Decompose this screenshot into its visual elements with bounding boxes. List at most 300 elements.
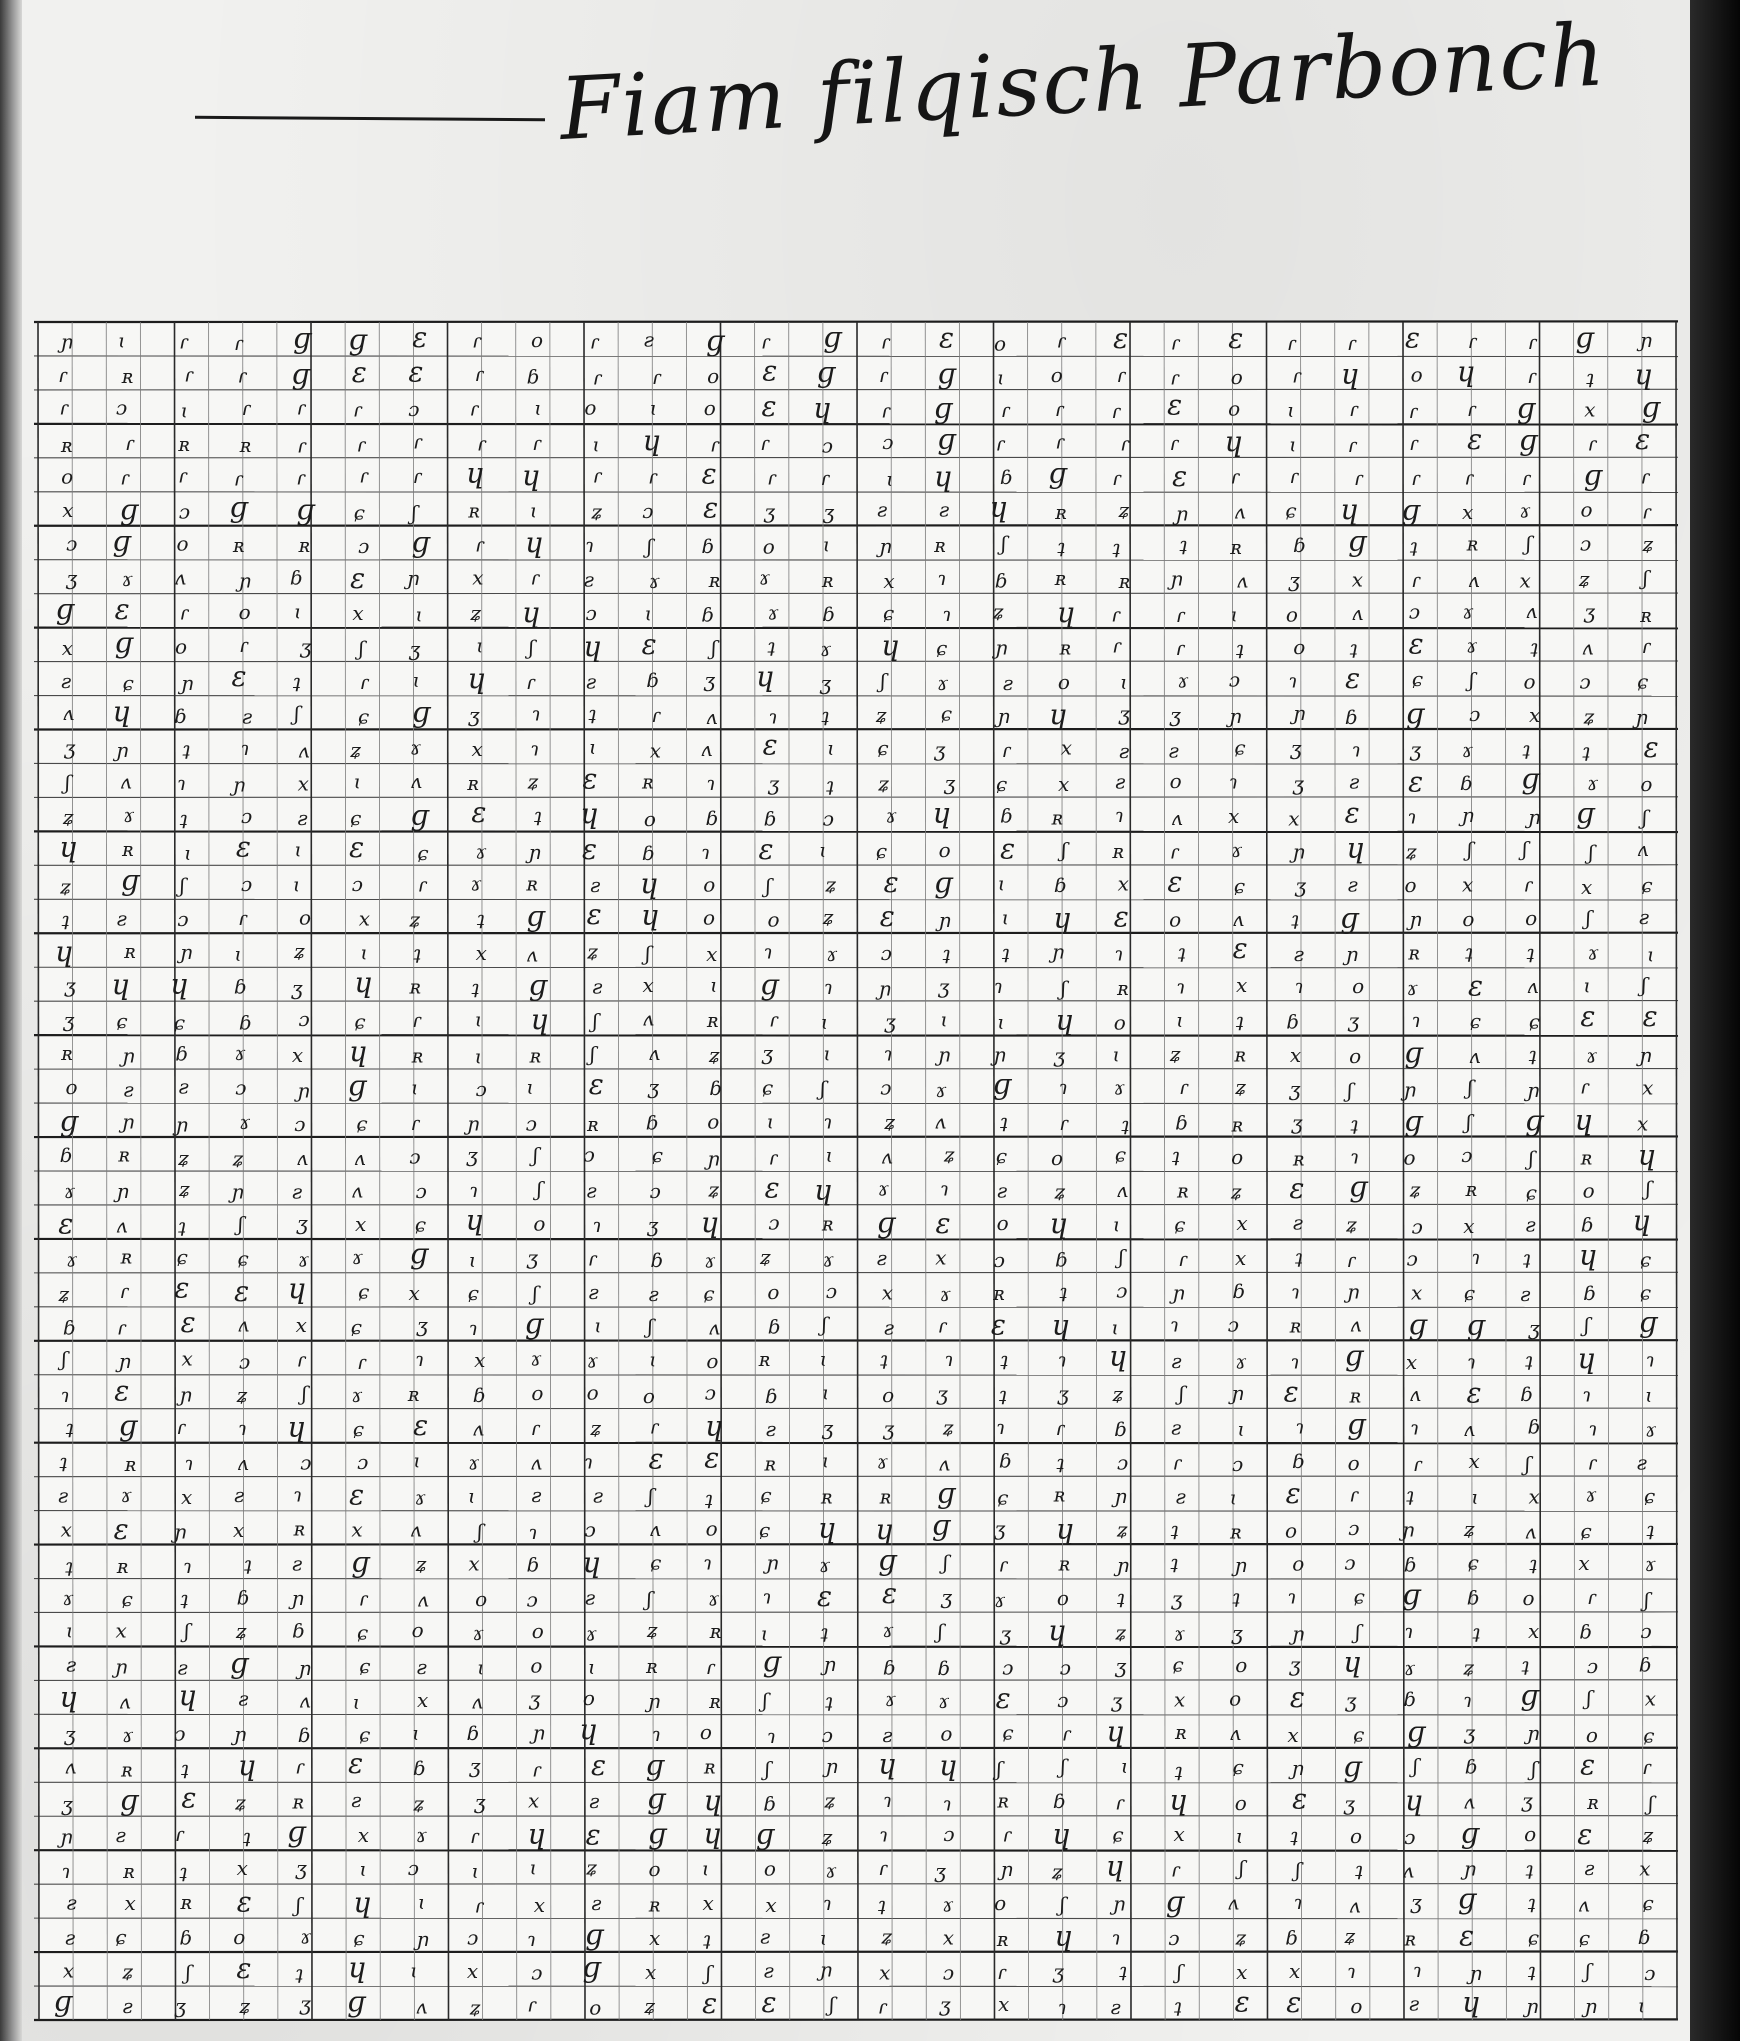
- cipher-glyph: ƨ: [61, 669, 72, 693]
- cipher-glyph: ɿ: [768, 704, 778, 729]
- cipher-glyph: ʃ: [589, 1041, 596, 1066]
- cipher-glyph: ɲ: [1292, 839, 1306, 864]
- cipher-glyph: ɿ: [531, 701, 541, 726]
- cipher-glyph: ʃ: [646, 1587, 652, 1612]
- cipher-glyph: x: [1468, 1448, 1480, 1473]
- cipher-glyph: ɓ: [650, 1248, 664, 1272]
- cipher-glyph: ɕ: [1352, 1722, 1365, 1747]
- grid-row-rule: [34, 1204, 1678, 1205]
- cipher-glyph: ɥ: [1341, 357, 1360, 391]
- cipher-glyph: ɾ: [1411, 466, 1421, 491]
- cipher-glyph: ɕ: [357, 1279, 370, 1304]
- cipher-glyph: ʌ: [472, 1416, 484, 1441]
- cipher-glyph: ɾ: [1527, 330, 1537, 355]
- cipher-glyph: ʇ: [1529, 634, 1539, 659]
- cipher-glyph: ʑ: [646, 1618, 659, 1643]
- cipher-glyph: o: [703, 872, 716, 897]
- cipher-glyph: ɥ: [1346, 831, 1366, 865]
- cipher-glyph: ɔ: [1116, 1450, 1129, 1475]
- cipher-glyph: ʌ: [1463, 1417, 1475, 1442]
- cipher-glyph: ɿ: [701, 840, 711, 865]
- cipher-glyph: ʒ: [174, 1993, 186, 2018]
- cipher-glyph: ɩ: [1287, 397, 1295, 422]
- cipher-glyph: ɕ: [467, 1281, 479, 1306]
- cipher-glyph: ʇ: [942, 940, 951, 965]
- cipher-glyph: ɥ: [59, 830, 78, 864]
- cipher-glyph: ɾ: [769, 1007, 779, 1032]
- cipher-glyph: ɛ: [935, 1207, 951, 1241]
- cipher-glyph: ʇ: [1170, 1517, 1179, 1541]
- cipher-glyph: ɕ: [1641, 873, 1653, 898]
- cipher-glyph: o: [1169, 907, 1182, 932]
- cipher-glyph: ɓ: [999, 465, 1013, 489]
- cipher-glyph: ɛ: [412, 320, 428, 354]
- cipher-glyph: ɩ: [477, 1655, 486, 1680]
- cipher-glyph: ʃ: [647, 1484, 654, 1509]
- cipher-glyph: o: [993, 331, 1007, 356]
- cipher-glyph: ɩ: [588, 735, 597, 760]
- cipher-glyph: ʒ: [943, 770, 956, 795]
- cipher-glyph: ʀ: [1177, 1178, 1189, 1203]
- cipher-glyph: ɾ: [532, 430, 542, 455]
- cipher-glyph: x: [1529, 702, 1541, 727]
- cipher-glyph: ɥ: [1633, 1203, 1652, 1237]
- cipher-glyph: ɛ: [408, 355, 424, 389]
- cipher-glyph: ƨ: [585, 1585, 596, 1610]
- cipher-glyph: ʌ: [297, 738, 310, 763]
- grid-row-rule: [34, 628, 1678, 629]
- cipher-glyph: ɕ: [1642, 1891, 1654, 1916]
- cipher-glyph: ɥ: [875, 1512, 895, 1546]
- cipher-glyph: ƨ: [416, 1654, 428, 1679]
- cipher-glyph: ɲ: [993, 1042, 1007, 1067]
- cipher-glyph: ɾ: [1230, 464, 1240, 489]
- cipher-glyph: ɡ: [706, 324, 725, 358]
- cipher-glyph: ɤ: [121, 566, 133, 591]
- cipher-glyph: ɔ: [880, 1075, 892, 1100]
- cipher-glyph: ɩ: [649, 395, 658, 420]
- cipher-glyph: ɾ: [474, 362, 484, 386]
- cipher-glyph: ʃ: [1531, 1757, 1537, 1782]
- cipher-glyph: ɔ: [1228, 667, 1241, 692]
- cipher-glyph: o: [707, 1109, 720, 1134]
- cipher-glyph: ɤ: [475, 839, 487, 864]
- cipher-glyph: ʀ: [1055, 500, 1067, 524]
- cipher-glyph: x: [355, 1212, 367, 1236]
- cipher-glyph: o: [1522, 1585, 1535, 1610]
- cipher-glyph: x: [645, 1960, 657, 1985]
- cipher-glyph: ɿ: [942, 1791, 952, 1816]
- cipher-glyph: ɥ: [704, 1783, 723, 1817]
- cipher-glyph: ɤ: [66, 1247, 78, 1272]
- cipher-glyph: ɛ: [58, 1207, 74, 1241]
- cipher-glyph: ʑ: [759, 1245, 772, 1269]
- cipher-glyph: ɾ: [651, 364, 662, 389]
- cipher-glyph: ɿ: [584, 1449, 594, 1474]
- cipher-glyph: ɓ: [1583, 1281, 1596, 1306]
- cipher-glyph: ɕ: [1525, 1180, 1537, 1205]
- cipher-glyph: ɩ: [1120, 1754, 1129, 1778]
- cipher-glyph: ɡ: [648, 1817, 667, 1851]
- cipher-glyph: ɲ: [1639, 327, 1653, 352]
- cipher-glyph: ʀ: [1112, 838, 1125, 863]
- cipher-glyph: ɛ: [349, 1478, 365, 1512]
- cipher-glyph: ɡ: [937, 357, 956, 391]
- grid-row-rule: [34, 1408, 1678, 1409]
- cipher-glyph: ɓ: [646, 668, 660, 692]
- cipher-glyph: ɛ: [236, 1952, 252, 1985]
- grid-column-rule: [1676, 322, 1677, 2020]
- cipher-glyph: ɔ: [1579, 531, 1592, 556]
- cipher-glyph: ɔ: [821, 433, 834, 458]
- cipher-glyph: ʃ: [1588, 840, 1594, 865]
- cipher-glyph: ɔ: [1116, 1278, 1128, 1303]
- cipher-glyph: ʑ: [235, 1618, 247, 1643]
- cipher-glyph: ɤ: [704, 1248, 716, 1273]
- cipher-glyph: ɩ: [1120, 669, 1129, 694]
- cipher-glyph: ɓ: [472, 1383, 486, 1408]
- cipher-glyph: ɥ: [466, 1203, 485, 1237]
- cipher-glyph: ʃ: [358, 636, 365, 661]
- cipher-glyph: ɾ: [295, 1754, 305, 1779]
- cipher-glyph: ʒ: [1111, 1688, 1123, 1713]
- cipher-glyph: ɿ: [1114, 941, 1124, 966]
- cipher-glyph: ʃ: [764, 1757, 771, 1782]
- cipher-glyph: ɛ: [1172, 460, 1188, 494]
- cipher-glyph: ɿ: [240, 736, 250, 761]
- cipher-glyph: o: [762, 534, 775, 559]
- cipher-glyph: ɲ: [1000, 1857, 1014, 1881]
- cipher-glyph: ɛ: [1232, 932, 1248, 965]
- cipher-glyph: ɛ: [1580, 999, 1596, 1033]
- grid-column-rule: [1267, 322, 1268, 2020]
- cipher-glyph: ɾ: [592, 365, 602, 390]
- cipher-glyph: ʃ: [1238, 1856, 1245, 1881]
- cipher-glyph: x: [352, 601, 364, 626]
- cipher-glyph: ɿ: [1350, 1144, 1360, 1169]
- cipher-glyph: ɔ: [822, 806, 834, 831]
- cipher-glyph: ɾ: [877, 1994, 887, 2019]
- cipher-glyph: o: [767, 907, 780, 932]
- cipher-glyph: ʀ: [1466, 531, 1479, 556]
- cipher-glyph: ƨ: [116, 906, 128, 931]
- cipher-glyph: ʃ: [1466, 837, 1473, 862]
- cipher-glyph: ɲ: [1469, 1961, 1483, 1985]
- cipher-glyph: ɔ: [642, 499, 654, 524]
- cipher-glyph: ɔ: [649, 1179, 661, 1204]
- cipher-glyph: x: [1236, 1211, 1248, 1236]
- cipher-glyph: ɾ: [239, 633, 249, 658]
- cipher-glyph: ʒ: [761, 1041, 774, 1066]
- cipher-glyph: ƨ: [1110, 1994, 1121, 2019]
- cipher-glyph: ʃ: [532, 1281, 538, 1306]
- cipher-glyph: ƨ: [1171, 1349, 1182, 1374]
- cipher-glyph: ɛ: [586, 898, 602, 932]
- cipher-glyph: ɤ: [1235, 1349, 1247, 1374]
- cipher-glyph: ɛ: [1344, 796, 1360, 830]
- grid-row-rule: [34, 1918, 1678, 1919]
- cipher-glyph: ɾ: [1001, 738, 1011, 763]
- cipher-glyph: ɩ: [467, 1483, 476, 1508]
- cipher-glyph: ɔ: [235, 1075, 247, 1100]
- cipher-glyph: ʌ: [1171, 806, 1183, 830]
- cipher-glyph: ɩ: [1237, 1416, 1246, 1441]
- cipher-glyph: x: [935, 1245, 947, 1270]
- cipher-glyph: ʇ: [1528, 1041, 1537, 1066]
- cipher-glyph: ɤ: [299, 1924, 312, 1949]
- cipher-glyph: ʇ: [533, 803, 542, 828]
- cipher-glyph: ʀ: [879, 1484, 892, 1509]
- cipher-glyph: ɥ: [1053, 901, 1072, 935]
- cipher-glyph: ɥ: [703, 1816, 723, 1850]
- cipher-glyph: ɡ: [1575, 321, 1594, 355]
- cipher-glyph: ɾ: [760, 329, 771, 354]
- cipher-glyph: ɲ: [1347, 1279, 1361, 1304]
- cipher-glyph: ʒ: [1521, 1788, 1533, 1813]
- cipher-glyph: ɔ: [238, 1349, 251, 1374]
- cipher-glyph: ɡ: [348, 323, 367, 357]
- cipher-glyph: ƨ: [882, 1722, 893, 1747]
- cipher-glyph: ɾ: [296, 395, 306, 420]
- cipher-glyph: ʒ: [474, 1789, 486, 1814]
- cipher-glyph: o: [1585, 1723, 1598, 1748]
- cipher-glyph: ʀ: [1175, 1720, 1187, 1745]
- cipher-glyph: ɩ: [1001, 905, 1010, 930]
- cipher-glyph: ɔ: [526, 1587, 538, 1612]
- cipher-glyph: ʇ: [1171, 1143, 1180, 1167]
- cipher-glyph: ʀ: [407, 1381, 420, 1406]
- grid-row-rule: [34, 1579, 1678, 1580]
- cipher-glyph: ɡ: [528, 968, 547, 1002]
- cipher-glyph: ƨ: [177, 1655, 188, 1680]
- cipher-glyph: o: [1349, 1043, 1362, 1068]
- cipher-glyph: ʃ: [711, 636, 717, 661]
- cipher-glyph: ɲ: [1170, 566, 1184, 591]
- cipher-glyph: ɛ: [758, 833, 774, 866]
- cipher-glyph: ɛ: [471, 796, 487, 829]
- grid-row-rule: [34, 1544, 1678, 1545]
- cipher-glyph: ɿ: [1294, 973, 1304, 998]
- cipher-glyph: o: [1462, 906, 1475, 931]
- cipher-glyph: x: [649, 738, 662, 763]
- cipher-glyph: ɔ: [1640, 1619, 1652, 1643]
- cipher-glyph: ʇ: [1235, 1008, 1244, 1033]
- cipher-glyph: o: [1349, 1824, 1363, 1848]
- grid-row-rule: [34, 424, 1678, 425]
- cipher-glyph: ɔ: [174, 1721, 186, 1746]
- cipher-glyph: ɛ: [234, 1274, 250, 1308]
- cipher-glyph: ɕ: [353, 1925, 365, 1950]
- cipher-glyph: x: [475, 940, 487, 965]
- cipher-glyph: ɛ: [883, 865, 899, 899]
- cipher-glyph: ɛ: [762, 354, 778, 388]
- cipher-glyph: o: [584, 395, 597, 420]
- cipher-glyph: ƨ: [1115, 769, 1126, 794]
- cipher-glyph: ɾ: [1170, 1857, 1181, 1882]
- cipher-glyph: ɡ: [1521, 762, 1540, 796]
- cipher-glyph: ʀ: [587, 1111, 599, 1136]
- cipher-glyph: ɤ: [530, 1346, 542, 1371]
- cipher-glyph: ɩ: [819, 1346, 828, 1371]
- cipher-glyph: ɥ: [933, 796, 952, 830]
- cipher-glyph: ʌ: [934, 1109, 946, 1134]
- cipher-glyph: ɕ: [353, 500, 365, 525]
- cipher-glyph: ɡ: [878, 1544, 897, 1577]
- cipher-glyph: x: [1405, 1349, 1418, 1374]
- cipher-glyph: ɡ: [296, 493, 315, 527]
- cipher-glyph: ɲ: [1584, 1993, 1598, 2018]
- cipher-glyph: ɥ: [60, 1680, 79, 1714]
- cipher-glyph: ʑ: [1344, 1923, 1356, 1948]
- cipher-glyph: ʒ: [466, 1143, 478, 1168]
- cipher-glyph: ɩ: [997, 1009, 1006, 1034]
- cipher-glyph: ɥ: [939, 1749, 958, 1783]
- cipher-glyph: ʃ: [1355, 1620, 1361, 1645]
- grid-row-rule: [34, 1884, 1678, 1885]
- cipher-glyph: ʃ: [942, 1550, 949, 1575]
- cipher-glyph: ʑ: [409, 907, 421, 932]
- cipher-glyph: o: [1404, 872, 1417, 897]
- cipher-glyph: ƨ: [648, 1282, 659, 1307]
- cipher-glyph: ɩ: [1230, 602, 1239, 627]
- cipher-glyph: ɛ: [181, 1781, 197, 1815]
- cipher-glyph: ɩ: [410, 1075, 419, 1100]
- cipher-glyph: ɛ: [348, 1747, 364, 1781]
- cipher-glyph: ʃ: [1641, 973, 1647, 997]
- cipher-glyph: ɥ: [579, 1713, 598, 1746]
- cipher-glyph: ɾ: [1527, 364, 1537, 389]
- cipher-glyph: ɾ: [1054, 396, 1064, 421]
- cipher-glyph: ʀ: [758, 1346, 771, 1371]
- cipher-glyph: ʀ: [124, 1452, 137, 1476]
- grid-row-rule: [34, 1951, 1678, 1952]
- cipher-glyph: ʑ: [1116, 1517, 1128, 1542]
- cipher-glyph: ɾ: [767, 465, 777, 490]
- cipher-glyph: ɾ: [1178, 1246, 1188, 1271]
- cipher-glyph: ʀ: [232, 532, 245, 557]
- cipher-glyph: ʒ: [1409, 737, 1422, 762]
- cipher-glyph: ɤ: [1462, 599, 1474, 624]
- cipher-glyph: ɥ: [354, 965, 373, 999]
- cipher-glyph: ʃ: [646, 534, 653, 559]
- cipher-glyph: ɾ: [238, 905, 248, 930]
- grid-row-rule: [34, 1816, 1678, 1817]
- cipher-glyph: ɛ: [879, 900, 895, 934]
- cipher-glyph: ɿ: [651, 1722, 662, 1747]
- cipher-glyph: ɛ: [816, 1580, 833, 1614]
- cipher-glyph: ʇ: [292, 669, 301, 693]
- cipher-glyph: ɔ: [1461, 1143, 1473, 1168]
- cipher-glyph: ɕ: [1234, 735, 1246, 760]
- cipher-glyph: o: [1580, 497, 1593, 522]
- cipher-glyph: ʇ: [294, 1960, 304, 1985]
- cipher-glyph: ɥ: [1462, 1985, 1481, 2019]
- cipher-glyph: ɩ: [1229, 1485, 1238, 1510]
- cipher-glyph: ʃ: [295, 1893, 302, 1918]
- cipher-glyph: ɓ: [645, 1110, 659, 1135]
- cipher-glyph: ɓ: [822, 602, 835, 627]
- cipher-glyph: ɔ: [178, 499, 191, 524]
- cipher-glyph: ɥ: [583, 629, 603, 663]
- cipher-glyph: ɲ: [823, 1652, 837, 1677]
- cipher-glyph: ʌ: [410, 769, 422, 793]
- cipher-glyph: ɔ: [942, 1960, 955, 1985]
- cipher-glyph: ʃ: [1645, 1176, 1651, 1201]
- cipher-glyph: ƨ: [242, 704, 253, 729]
- cipher-glyph: ʀ: [1349, 1383, 1362, 1408]
- cipher-glyph: ɡ: [1520, 1678, 1539, 1712]
- cipher-glyph: ɥ: [641, 898, 660, 932]
- cipher-glyph: ʀ: [1292, 1146, 1305, 1171]
- cipher-glyph: ɿ: [293, 1482, 303, 1507]
- cipher-glyph: ɛ: [114, 592, 130, 626]
- cipher-glyph: ɕ: [997, 1485, 1009, 1510]
- cipher-glyph: ɤ: [472, 1620, 484, 1645]
- cipher-glyph: ɛ: [180, 1305, 196, 1339]
- cipher-glyph: ɾ: [1002, 1822, 1012, 1847]
- cipher-glyph: ɛ: [1289, 1171, 1305, 1205]
- cipher-glyph: ʌ: [705, 704, 718, 729]
- cipher-glyph: ɩ: [821, 1380, 830, 1405]
- cipher-glyph: ʃ: [1295, 1858, 1301, 1883]
- cipher-glyph: ɾ: [881, 398, 891, 423]
- cipher-glyph: ɲ: [118, 1348, 132, 1373]
- cipher-glyph: ʒ: [763, 499, 776, 524]
- cipher-glyph: ʀ: [1118, 569, 1131, 593]
- cipher-glyph: ʀ: [1117, 976, 1129, 1001]
- cipher-glyph: ɤ: [238, 1110, 251, 1134]
- cipher-glyph: ɿ: [940, 1176, 950, 1201]
- cipher-glyph: x: [351, 1517, 363, 1542]
- cipher-glyph: ɲ: [1402, 1517, 1415, 1542]
- cipher-glyph: ɓ: [59, 1143, 73, 1168]
- cipher-glyph: ƨ: [115, 1822, 127, 1847]
- cipher-glyph: ʃ: [1347, 1078, 1353, 1103]
- grid-row-rule: [34, 356, 1678, 357]
- cipher-glyph: ƨ: [876, 1246, 888, 1270]
- cipher-glyph: ʀ: [996, 1927, 1009, 1952]
- cipher-glyph: ʃ: [1525, 531, 1532, 556]
- cipher-glyph: ɔ: [993, 1248, 1006, 1273]
- cipher-glyph: ɡ: [121, 863, 140, 897]
- cipher-glyph: o: [1293, 635, 1306, 660]
- cipher-glyph: ɔ: [531, 1960, 543, 1985]
- cipher-glyph: ɾ: [1408, 399, 1418, 423]
- cipher-glyph: ɾ: [176, 1414, 186, 1439]
- cipher-glyph: ɡ: [937, 1477, 956, 1511]
- cipher-glyph: ƨ: [1525, 1212, 1536, 1237]
- cipher-glyph: ɕ: [995, 1144, 1008, 1169]
- cipher-glyph: ɕ: [1527, 1925, 1540, 1950]
- cipher-glyph: ɓ: [1054, 1247, 1068, 1272]
- cipher-glyph: ʃ: [1586, 1686, 1592, 1711]
- cipher-glyph: ɕ: [761, 1075, 774, 1100]
- cipher-glyph: ɛ: [1642, 999, 1658, 1033]
- cipher-glyph: ɡ: [1404, 1104, 1423, 1138]
- cipher-glyph: ʑ: [469, 1995, 481, 2020]
- cipher-glyph: ɾ: [352, 397, 363, 422]
- cipher-glyph: ʇ: [1350, 1111, 1359, 1136]
- cipher-glyph: o: [1230, 364, 1243, 389]
- cipher-glyph: ɩ: [1112, 1042, 1121, 1067]
- cipher-glyph: ɿ: [762, 1584, 772, 1609]
- cipher-glyph: ɡ: [1348, 524, 1367, 558]
- cipher-glyph: ɛ: [1289, 1680, 1305, 1714]
- cipher-glyph: ʑ: [587, 939, 599, 964]
- cipher-glyph: ɾ: [1061, 1721, 1071, 1746]
- cipher-glyph: ʀ: [411, 1043, 424, 1068]
- cipher-glyph: ʑ: [1051, 1859, 1064, 1884]
